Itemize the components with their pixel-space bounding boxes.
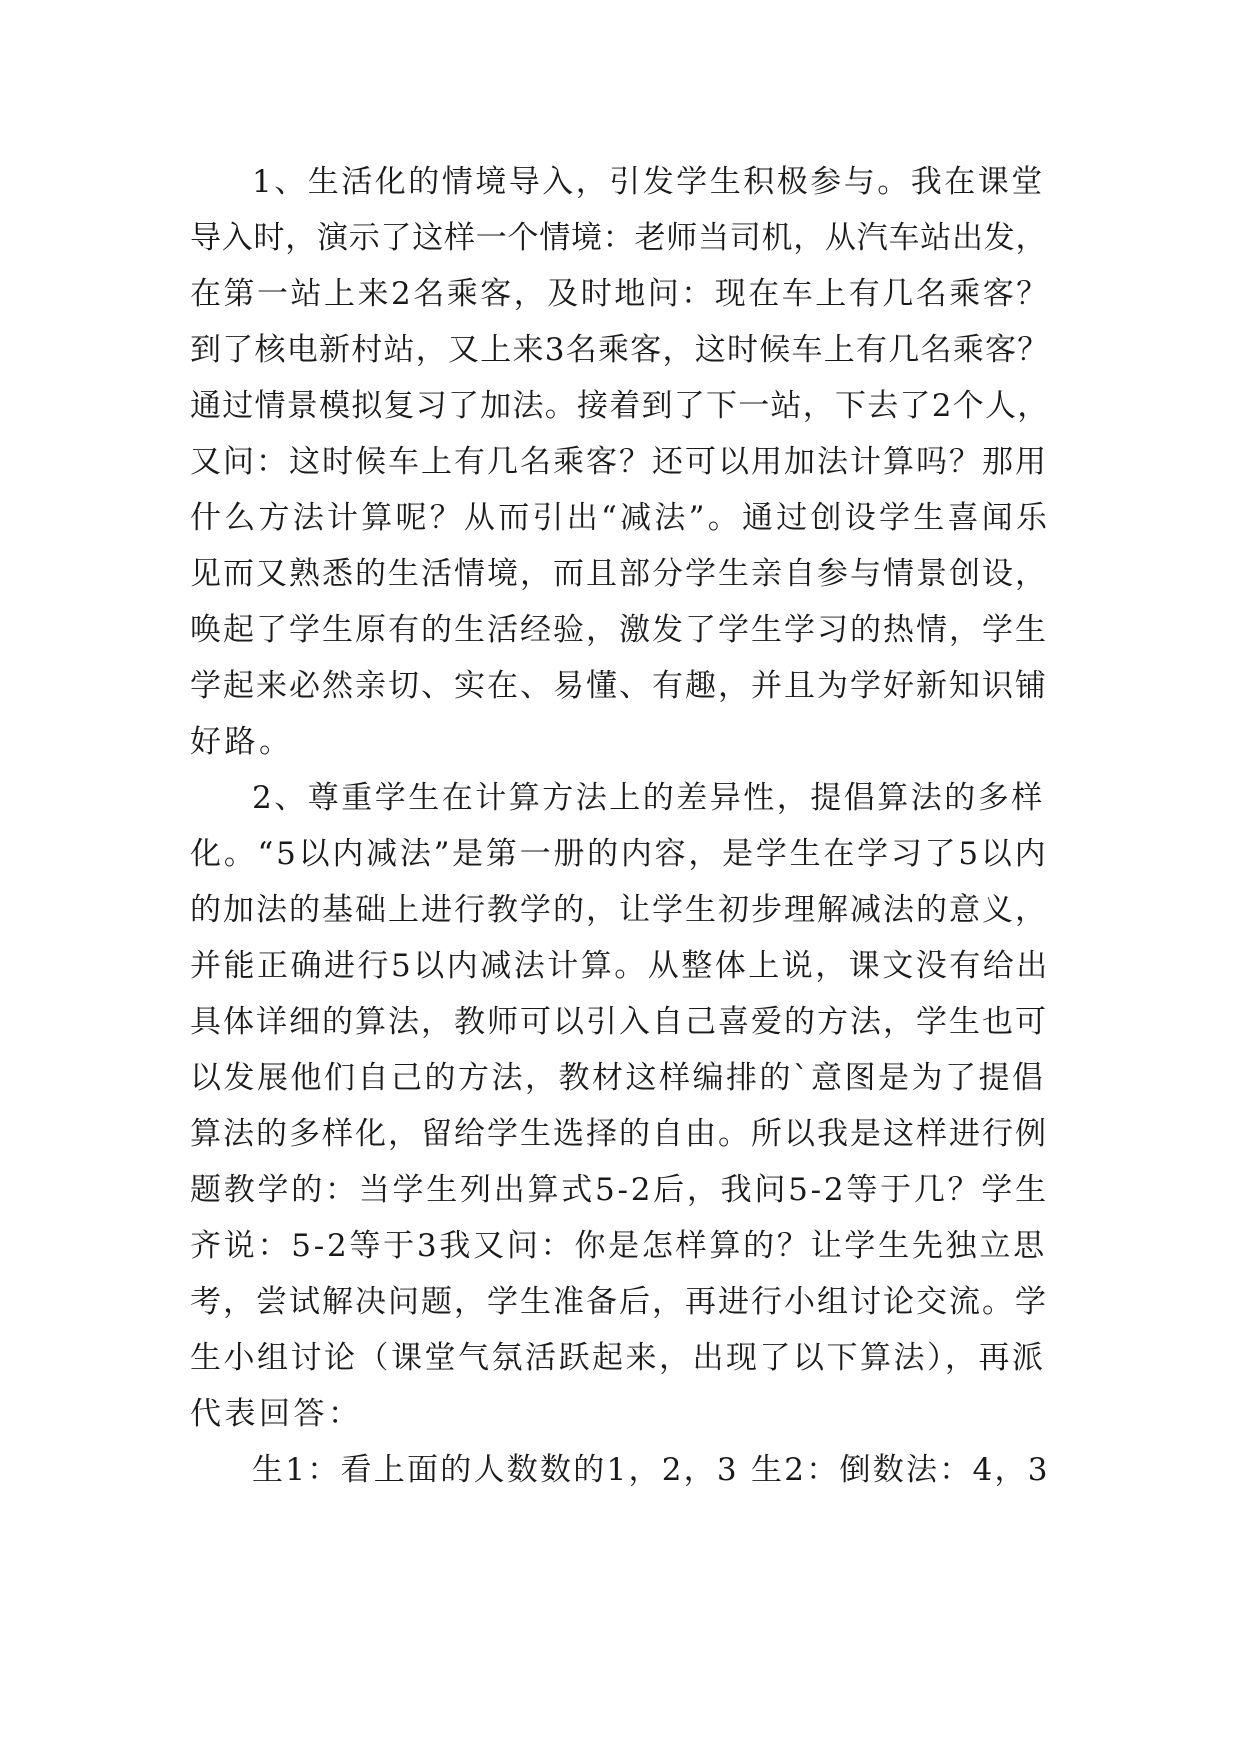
paragraph-2-line-4: 并能正确进行5以内减法计算。从整体上说，课文没有给出 <box>190 948 1050 984</box>
paragraph-2-line-2: 化。“5以内减法”是第一册的内容，是学生在学习了5以内 <box>190 836 1049 872</box>
document-body <box>190 154 1050 1498</box>
paragraph-1-line-11: 好路。 <box>190 724 294 760</box>
paragraph-2-line-9: 齐说：5-2等于3我又问：你是怎样算的？让学生先独立思 <box>190 1228 1047 1264</box>
paragraph-1-line-8: 见而又熟悉的生活情境，而且部分学生亲自参与情景创设， <box>190 556 1048 592</box>
paragraph-1-line-3: 在第一站上来2名乘客，及时地问：现在车上有几名乘客？ <box>190 276 1050 312</box>
paragraph-2-line-11: 生小组讨论（课堂气氛活跃起来，出现了以下算法），再派 <box>190 1340 1046 1376</box>
paragraph-2-line-1: 2、尊重学生在计算方法上的差异性，提倡算法的多样 <box>252 780 1045 816</box>
paragraph-2-line-6: 以发展他们自己的方法，教材这样编排的`意图是为了提倡 <box>190 1060 1046 1096</box>
paragraph-2-line-7: 算法的多样化，留给学生选择的自由。所以我是这样进行例 <box>190 1116 1048 1152</box>
paragraph-2-line-5: 具体详细的算法，教师可以引入自己喜爱的方法，学生也可 <box>190 1004 1048 1040</box>
paragraph-1-line-4: 到了核电新村站，又上来3名乘客，这时候车上有几名乘客？ <box>190 332 1050 368</box>
paragraph-2-line-10: 考，尝试解决问题，学生准备后，再进行小组讨论交流。学 <box>190 1284 1048 1320</box>
paragraph-1-line-10: 学起来必然亲切、实在、易懂、有趣，并且为学好新知识铺 <box>190 668 1048 704</box>
paragraph-2-line-12: 代表回答： <box>190 1396 363 1432</box>
paragraph-1-line-6: 又问：这时候车上有几名乘客？还可以用加法计算吗？那用 <box>190 444 1048 480</box>
paragraph-1-line-1: 1、生活化的情境导入，引发学生积极参与。我在课堂 <box>252 164 1045 200</box>
paragraph-2-line-3: 的加法的基础上进行教学的，让学生初步理解减法的意义， <box>190 892 1048 928</box>
paragraph-1-line-2: 导入时，演示了这样一个情境：老师当司机，从汽车站出发， <box>190 220 1048 256</box>
paragraph-2-line-8: 题教学的：当学生列出算式5-2后，我问5-2等于几？学生 <box>190 1172 1049 1208</box>
paragraph-1-line-7: 什么方法计算呢？从而引出“减法”。通过创设学生喜闻乐 <box>190 500 1051 536</box>
paragraph-1-line-9: 唤起了学生原有的生活经验，激发了学生学习的热情，学生 <box>190 612 1048 648</box>
paragraph-3-line-1: 生1：看上面的人数数的1，2，3 生2：倒数法：4，3 <box>252 1452 1050 1488</box>
paragraph-1-line-5: 通过情景模拟复习了加法。接着到了下一站，下去了2个人， <box>190 388 1050 424</box>
